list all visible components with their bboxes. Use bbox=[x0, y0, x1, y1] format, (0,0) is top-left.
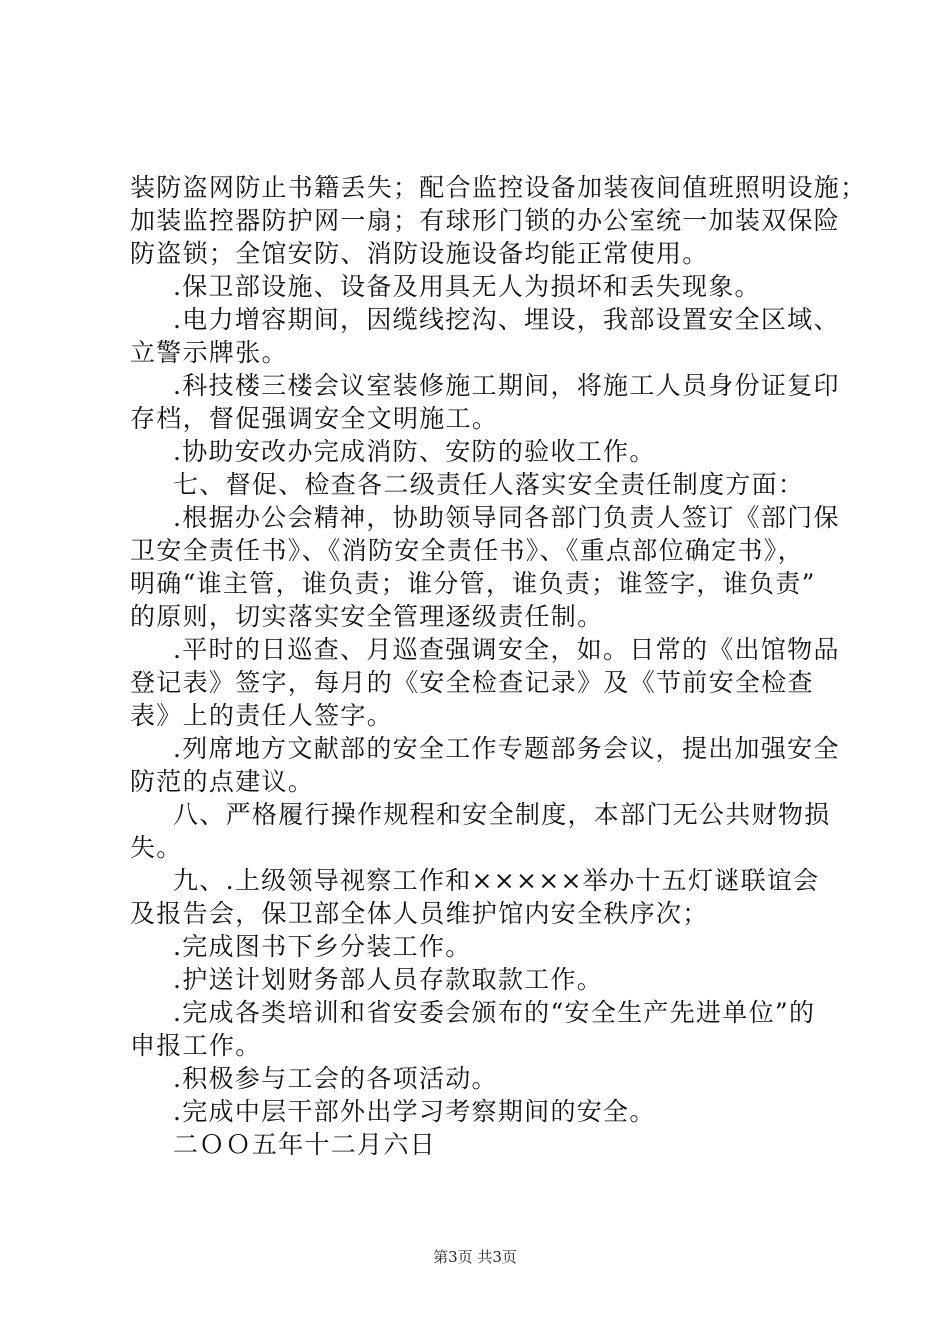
text-line: 立警示牌张。 bbox=[130, 338, 288, 367]
text-line: .科技楼三楼会议室装修施工期间，将施工人员身份证复印 bbox=[173, 371, 840, 400]
text-line: 的原则，切实落实安全管理逐级责任制。 bbox=[130, 602, 604, 631]
text-line: .完成图书下乡分装工作。 bbox=[173, 932, 472, 961]
text-line: .根据办公会精神，协助领导同各部门负责人签订《部门保 bbox=[173, 503, 840, 532]
text-line: .积极参与工会的各项活动。 bbox=[173, 1064, 498, 1093]
text-line: 防范的点建议。 bbox=[130, 767, 315, 796]
text-line: 防盗锁；全馆安防、消防设施设备均能正常使用。 bbox=[130, 239, 709, 268]
text-line: 表》上的责任人签字。 bbox=[130, 701, 394, 730]
text-line: .平时的日巡查、月巡查强调安全，如。日常的《出馆物品 bbox=[173, 635, 840, 664]
text-line: 及报告会，保卫部全体人员维护馆内安全秩序次； bbox=[130, 899, 709, 928]
text-line: 登记表》签字，每月的《安全检查记录》及《节前安全检查 bbox=[130, 668, 814, 697]
text-line: 二ＯＯ五年十二月六日 bbox=[173, 1130, 437, 1159]
text-line: .完成中层干部外出学习考察期间的安全。 bbox=[173, 1097, 656, 1126]
text-line: .协助安改办完成消防、安防的验收工作。 bbox=[173, 437, 656, 466]
text-line: 申报工作。 bbox=[130, 1031, 262, 1060]
text-line: 明确“谁主管，谁负责；谁分管，谁负责；谁签字，谁负责” bbox=[130, 569, 816, 598]
text-line: .保卫部设施、设备及用具无人为损坏和丢失现象。 bbox=[173, 272, 761, 301]
text-line: .完成各类培训和省安委会颁布的“安全生产先进单位”的 bbox=[173, 998, 816, 1027]
text-line: 九、.上级领导视察工作和×××××举办十五灯谜联谊会 bbox=[173, 866, 820, 895]
text-line: 八、严格履行操作规程和安全制度，本部门无公共财物损 bbox=[173, 800, 831, 829]
text-line: .列席地方文献部的安全工作专题部务会议，提出加强安全 bbox=[173, 734, 840, 763]
text-line: 装防盗网防止书籍丢失；配合监控设备加装夜间值班照明设施； bbox=[130, 173, 867, 202]
text-line: .护送计划财务部人员存款取款工作。 bbox=[173, 965, 604, 994]
text-line: .电力增容期间，因缆线挖沟、埋设，我部设置安全区域、 bbox=[173, 305, 840, 334]
text-line: 存档，督促强调安全文明施工。 bbox=[130, 404, 499, 433]
text-line: 七、督促、检查各二级责任人落实安全责任制度方面： bbox=[173, 470, 805, 499]
text-line: 加装监控器防护网一扇；有球形门锁的办公室统一加装双保险 bbox=[130, 206, 841, 235]
page-footer bbox=[0, 1246, 950, 1267]
text-line: 失。 bbox=[130, 833, 183, 862]
page-number-label: 第3页 共3页 bbox=[433, 1248, 517, 1266]
document-body bbox=[130, 171, 867, 1161]
text-line: 卫安全责任书》、《消防安全责任书》、《重点部位确定书》， bbox=[130, 536, 804, 565]
